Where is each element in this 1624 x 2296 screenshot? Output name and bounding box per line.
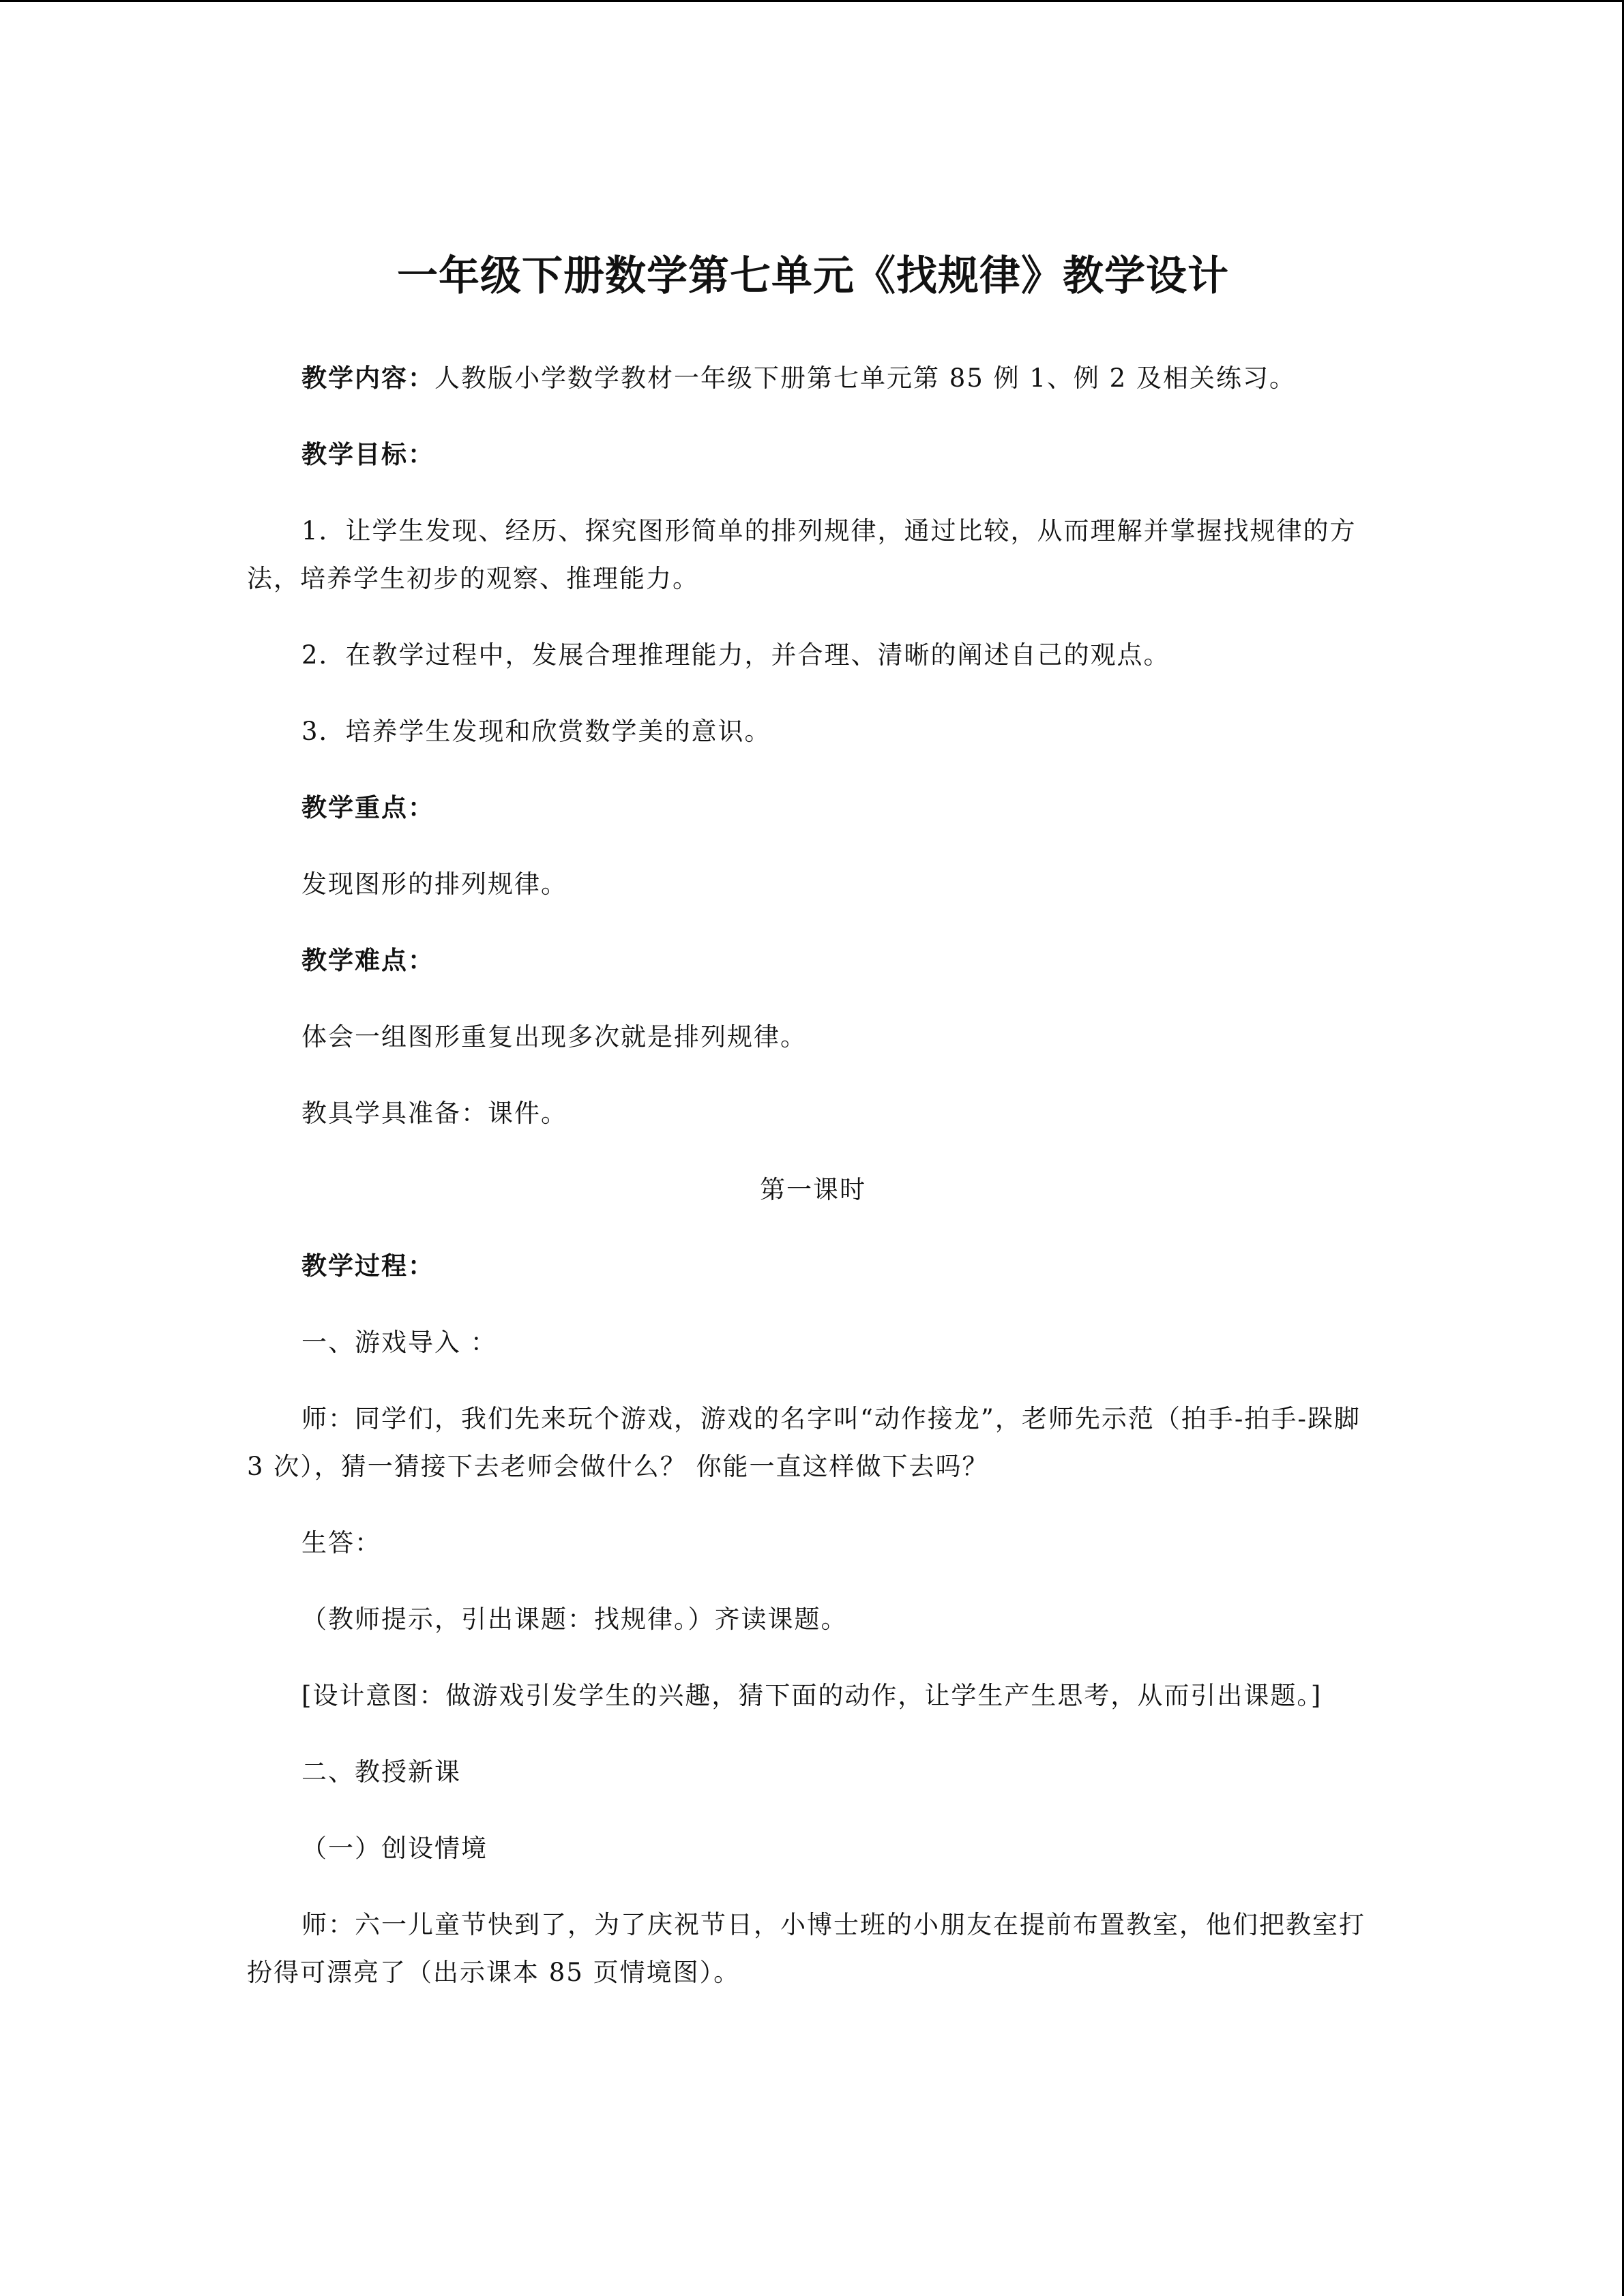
process-heading: 教学过程： <box>301 1251 434 1281</box>
design-intent-note: [设计意图：做游戏引发学生的兴趣，猜下面的动作，让学生产生思考，从而引出课题。] <box>301 1681 1323 1710</box>
teaching-content-label: 教学内容： <box>301 363 434 393</box>
document-title: 一年级下册数学第七单元《找规律》教学设计 <box>397 252 1229 300</box>
teacher-hint: （教师提示，引出课题：找规律。）齐读课题。 <box>301 1605 848 1634</box>
section-2-title: 二、教授新课 <box>301 1757 461 1787</box>
teaching-content <box>247 355 1379 402</box>
objective-item-1: 1．让学生发现、经历、探究图形简单的排列规律，通过比较，从而理解并掌握找规律的方法，培养学生初步的观察、推理能力。 <box>247 516 1357 593</box>
difficulty-heading: 教学难点： <box>301 946 434 975</box>
teaching-content-text: 人教版小学数学教材一年级下册第七单元第 85 例 1、例 2 及相关练习。 <box>434 363 1296 393</box>
teacher-line-1: 师：同学们，我们先来玩个游戏，游戏的名字叫“动作接龙”，老师先示范（拍手-拍手-跺脚 3 次），猜一猜接下去老师会做什么？ 你能一直这样做下去吗？ <box>247 1404 1361 1481</box>
top-border-line <box>0 0 1624 2</box>
subsection-1-title: （一）创设情境 <box>301 1834 488 1863</box>
document-page <box>247 245 1379 2025</box>
objective-item-2: 2．在教学过程中，发展合理推理能力，并合理、清晰的阐述自己的观点。 <box>301 640 1170 670</box>
teacher-line-2: 师：六一儿童节快到了，为了庆祝节日，小博士班的小朋友在提前布置教室，他们把教室打扮得可漂亮了（出示课本 85 页情境图）。 <box>247 1910 1365 1987</box>
lesson-title: 第一课时 <box>760 1175 866 1204</box>
key-point-heading: 教学重点： <box>301 793 434 822</box>
preparation-text: 教具学具准备：课件。 <box>301 1099 567 1128</box>
student-answer: 生答： <box>301 1528 381 1557</box>
difficulty-text: 体会一组图形重复出现多次就是排列规律。 <box>301 1022 807 1052</box>
section-1-title: 一、游戏导入 ： <box>301 1328 497 1357</box>
key-point-text: 发现图形的排列规律。 <box>301 869 567 899</box>
objective-item-3: 3．培养学生发现和欣赏数学美的意识。 <box>301 717 771 746</box>
objectives-heading: 教学目标： <box>301 440 434 469</box>
